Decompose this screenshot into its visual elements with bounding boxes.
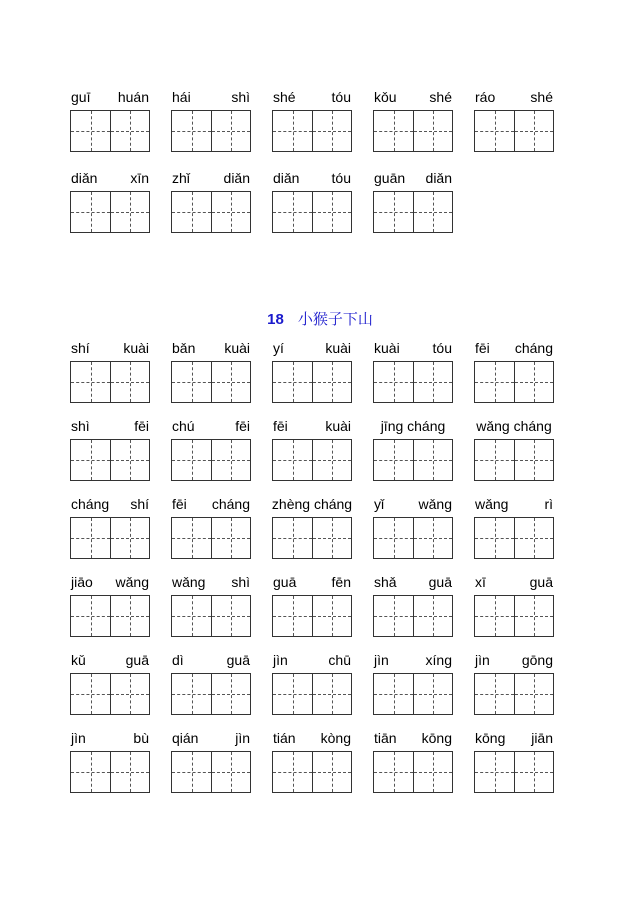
section1-word-group: [171, 169, 251, 187]
section2-word-group: [474, 729, 554, 747]
pinyin-syllable: xíng: [425, 652, 452, 668]
pinyin-syllable: kuài: [325, 340, 351, 356]
writing-grid: [272, 673, 352, 715]
writing-grid: [70, 751, 150, 793]
tian-zi-ge-box[interactable]: [273, 518, 312, 558]
pinyin-syllable: guān: [374, 170, 406, 186]
pinyin-label: [171, 88, 251, 106]
tian-zi-ge-box[interactable]: [71, 440, 110, 480]
tian-zi-ge-box[interactable]: [413, 596, 452, 636]
pinyin-label: [70, 417, 150, 435]
pinyin-syllable: bǎn: [172, 340, 196, 356]
tian-zi-ge-box[interactable]: [273, 362, 312, 402]
tian-zi-ge-box[interactable]: [172, 596, 211, 636]
pinyin-syllable: xīn: [130, 170, 149, 186]
pinyin-syllable: jīng cháng: [380, 418, 446, 434]
tian-zi-ge-box[interactable]: [413, 674, 452, 714]
pinyin-label: [373, 495, 453, 513]
pinyin-syllable: cháng: [71, 496, 110, 512]
pinyin-syllable: jìn: [71, 730, 86, 746]
tian-zi-ge-box[interactable]: [273, 596, 312, 636]
writing-grid: [272, 751, 352, 793]
pinyin-syllable: shí: [71, 340, 90, 356]
tian-zi-ge-box[interactable]: [211, 192, 250, 232]
pinyin-syllable: shì: [71, 418, 90, 434]
tian-zi-ge-box[interactable]: [413, 192, 452, 232]
pinyin-syllable: jìn: [235, 730, 250, 746]
writing-grid: [70, 439, 150, 481]
pinyin-syllable: rì: [544, 496, 553, 512]
pinyin-syllable: fēi: [273, 418, 288, 434]
section2-word-group: [70, 495, 150, 513]
pinyin-label: [474, 729, 554, 747]
pinyin-label: [474, 339, 554, 357]
pinyin-label: [272, 88, 352, 106]
pinyin-syllable: hái: [172, 89, 191, 105]
pinyin-syllable: zhèng cháng: [271, 496, 353, 512]
pinyin-syllable: zhǐ: [172, 170, 190, 186]
pinyin-syllable: fēi: [235, 418, 250, 434]
writing-grid: [272, 517, 352, 559]
pinyin-syllable: kōng: [475, 730, 506, 746]
pinyin-syllable: yí: [273, 340, 284, 356]
pinyin-syllable: kòng: [320, 730, 351, 746]
pinyin-syllable: kuài: [325, 418, 351, 434]
tian-zi-ge-box[interactable]: [110, 596, 149, 636]
tian-zi-ge-box[interactable]: [514, 518, 553, 558]
section2-word-group: [474, 495, 554, 513]
pinyin-syllable: cháng: [211, 496, 250, 512]
section2-word-group: [272, 495, 352, 513]
pinyin-label: [272, 495, 352, 513]
pinyin-syllable: kuài: [123, 340, 149, 356]
section2-word-group: [171, 495, 251, 513]
writing-grid: [373, 439, 453, 481]
pinyin-syllable: diǎn: [223, 170, 250, 186]
writing-grid: [70, 517, 150, 559]
tian-zi-ge-box[interactable]: [475, 596, 514, 636]
pinyin-syllable: kǒu: [374, 89, 397, 105]
tian-zi-ge-box[interactable]: [374, 596, 413, 636]
section1-word-group: [272, 169, 352, 187]
pinyin-syllable: dì: [172, 652, 184, 668]
pinyin-syllable: gōng: [521, 652, 553, 668]
tian-zi-ge-box[interactable]: [211, 674, 250, 714]
tian-zi-ge-box[interactable]: [110, 674, 149, 714]
pinyin-syllable: jìn: [475, 652, 490, 668]
writing-grid: [70, 191, 150, 233]
pinyin-syllable: shé: [273, 89, 296, 105]
tian-zi-ge-box[interactable]: [273, 111, 312, 151]
pinyin-label: [272, 573, 352, 591]
pinyin-syllable: diǎn: [273, 170, 300, 186]
writing-grid: [373, 751, 453, 793]
pinyin-syllable: yǐ: [374, 496, 385, 512]
tian-zi-ge-box[interactable]: [172, 752, 211, 792]
tian-zi-ge-box[interactable]: [312, 752, 351, 792]
pinyin-syllable: guā: [428, 574, 452, 590]
pinyin-label: [474, 495, 554, 513]
section2-word-group: [171, 573, 251, 591]
pinyin-syllable: shì: [231, 574, 250, 590]
tian-zi-ge-box[interactable]: [110, 362, 149, 402]
tian-zi-ge-box[interactable]: [71, 674, 110, 714]
writing-grid: [171, 361, 251, 403]
writing-grid: [474, 673, 554, 715]
tian-zi-ge-box[interactable]: [413, 362, 452, 402]
pinyin-syllable: guā: [226, 652, 250, 668]
writing-grid: [272, 110, 352, 152]
tian-zi-ge-box[interactable]: [413, 752, 452, 792]
pinyin-syllable: fēi: [134, 418, 149, 434]
pinyin-syllable: bù: [133, 730, 149, 746]
tian-zi-ge-box[interactable]: [172, 440, 211, 480]
pinyin-label: [70, 339, 150, 357]
tian-zi-ge-box[interactable]: [514, 362, 553, 402]
pinyin-syllable: jiāo: [71, 574, 93, 590]
section2-word-group: [373, 573, 453, 591]
tian-zi-ge-box[interactable]: [71, 362, 110, 402]
tian-zi-ge-box[interactable]: [71, 192, 110, 232]
section2-word-group: [70, 573, 150, 591]
section2-word-group: [474, 417, 554, 435]
section2-word-group: [272, 729, 352, 747]
tian-zi-ge-box[interactable]: [374, 192, 413, 232]
writing-grid: [373, 673, 453, 715]
tian-zi-ge-box[interactable]: [312, 518, 351, 558]
pinyin-label: [272, 339, 352, 357]
section1-word-group: [171, 88, 251, 106]
tian-zi-ge-box[interactable]: [273, 674, 312, 714]
section2-word-group: [171, 417, 251, 435]
tian-zi-ge-box[interactable]: [211, 518, 250, 558]
pinyin-syllable: kuài: [374, 340, 400, 356]
pinyin-syllable: diǎn: [425, 170, 452, 186]
section2-word-group: [70, 651, 150, 669]
writing-grid: [474, 110, 554, 152]
tian-zi-ge-box[interactable]: [110, 440, 149, 480]
writing-grid: [171, 595, 251, 637]
pinyin-syllable: shé: [429, 89, 452, 105]
writing-grid: [474, 361, 554, 403]
tian-zi-ge-box[interactable]: [475, 674, 514, 714]
tian-zi-ge-box[interactable]: [514, 674, 553, 714]
pinyin-syllable: tiān: [374, 730, 397, 746]
pinyin-syllable: guā: [125, 652, 149, 668]
section2-word-group: [373, 339, 453, 357]
section2-word-group: [171, 729, 251, 747]
pinyin-label: [474, 651, 554, 669]
section2-word-group: [272, 573, 352, 591]
tian-zi-ge-box[interactable]: [312, 362, 351, 402]
tian-zi-ge-box[interactable]: [172, 362, 211, 402]
pinyin-syllable: wǎng: [475, 496, 509, 512]
section2-word-group: [373, 651, 453, 669]
tian-zi-ge-box[interactable]: [110, 518, 149, 558]
writing-grid: [171, 439, 251, 481]
tian-zi-ge-box[interactable]: [475, 362, 514, 402]
writing-grid: [272, 595, 352, 637]
section2-word-group: [373, 729, 453, 747]
tian-zi-ge-box[interactable]: [71, 111, 110, 151]
tian-zi-ge-box[interactable]: [211, 752, 250, 792]
pinyin-syllable: tián: [273, 730, 296, 746]
writing-grid: [171, 517, 251, 559]
tian-zi-ge-box[interactable]: [475, 111, 514, 151]
pinyin-syllable: ráo: [475, 89, 496, 105]
section2-word-group: [171, 651, 251, 669]
writing-grid: [373, 517, 453, 559]
pinyin-label: [474, 88, 554, 106]
tian-zi-ge-box[interactable]: [211, 596, 250, 636]
pinyin-syllable: wǎng: [418, 496, 452, 512]
writing-grid: [373, 595, 453, 637]
writing-grid: [171, 191, 251, 233]
lesson-number: 18: [267, 311, 284, 328]
pinyin-syllable: wǎng: [172, 574, 206, 590]
tian-zi-ge-box[interactable]: [475, 440, 514, 480]
pinyin-syllable: diǎn: [71, 170, 98, 186]
pinyin-label: [171, 417, 251, 435]
pinyin-label: [373, 169, 453, 187]
pinyin-label: [373, 573, 453, 591]
section2-word-group: [474, 339, 554, 357]
section2-word-group: [474, 573, 554, 591]
tian-zi-ge-box[interactable]: [211, 111, 250, 151]
pinyin-label: [474, 573, 554, 591]
pinyin-syllable: kǔ: [71, 652, 86, 668]
writing-grid: [373, 110, 453, 152]
pinyin-syllable: chú: [172, 418, 195, 434]
pinyin-label: [272, 651, 352, 669]
tian-zi-ge-box[interactable]: [374, 674, 413, 714]
tian-zi-ge-box[interactable]: [374, 440, 413, 480]
pinyin-label: [70, 169, 150, 187]
tian-zi-ge-box[interactable]: [172, 674, 211, 714]
tian-zi-ge-box[interactable]: [110, 111, 149, 151]
writing-grid: [70, 110, 150, 152]
tian-zi-ge-box[interactable]: [514, 596, 553, 636]
section2-word-group: [70, 339, 150, 357]
pinyin-syllable: tóu: [331, 170, 351, 186]
pinyin-label: [474, 417, 554, 435]
tian-zi-ge-box[interactable]: [110, 192, 149, 232]
writing-grid: [474, 517, 554, 559]
pinyin-label: [171, 651, 251, 669]
section2-word-group: [373, 417, 453, 435]
tian-zi-ge-box[interactable]: [374, 111, 413, 151]
pinyin-syllable: tóu: [331, 89, 351, 105]
tian-zi-ge-box[interactable]: [71, 518, 110, 558]
pinyin-label: [171, 339, 251, 357]
pinyin-label: [171, 495, 251, 513]
writing-grid: [474, 439, 554, 481]
tian-zi-ge-box[interactable]: [374, 518, 413, 558]
tian-zi-ge-box[interactable]: [374, 362, 413, 402]
tian-zi-ge-box[interactable]: [514, 111, 553, 151]
pinyin-label: [70, 651, 150, 669]
pinyin-label: [171, 573, 251, 591]
pinyin-syllable: fēn: [331, 574, 351, 590]
tian-zi-ge-box[interactable]: [273, 192, 312, 232]
pinyin-syllable: xī: [475, 574, 486, 590]
tian-zi-ge-box[interactable]: [172, 192, 211, 232]
pinyin-syllable: wǎng: [115, 574, 149, 590]
writing-grid: [373, 361, 453, 403]
pinyin-syllable: guā: [273, 574, 297, 590]
pinyin-label: [70, 573, 150, 591]
tian-zi-ge-box[interactable]: [413, 440, 452, 480]
pinyin-syllable: huán: [117, 89, 149, 105]
writing-grid: [272, 361, 352, 403]
tian-zi-ge-box[interactable]: [312, 440, 351, 480]
tian-zi-ge-box[interactable]: [514, 440, 553, 480]
pinyin-label: [373, 417, 453, 435]
pinyin-syllable: cháng: [514, 340, 553, 356]
section1-word-group: [70, 88, 150, 106]
writing-grid: [70, 595, 150, 637]
pinyin-label: [272, 169, 352, 187]
writing-grid: [474, 751, 554, 793]
section1-word-group: [70, 169, 150, 187]
pinyin-label: [272, 417, 352, 435]
section2-word-group: [171, 339, 251, 357]
pinyin-label: [272, 729, 352, 747]
pinyin-label: [70, 88, 150, 106]
section1-word-group: [373, 88, 453, 106]
pinyin-label: [373, 88, 453, 106]
pinyin-syllable: shé: [530, 89, 553, 105]
pinyin-syllable: jìn: [273, 652, 288, 668]
section2-word-group: [272, 651, 352, 669]
pinyin-label: [171, 729, 251, 747]
pinyin-syllable: fēi: [475, 340, 490, 356]
pinyin-syllable: chū: [328, 652, 351, 668]
writing-grid: [70, 361, 150, 403]
tian-zi-ge-box[interactable]: [273, 440, 312, 480]
pinyin-label: [373, 651, 453, 669]
writing-grid: [272, 439, 352, 481]
pinyin-label: [70, 729, 150, 747]
section1-word-group: [373, 169, 453, 187]
tian-zi-ge-box[interactable]: [211, 440, 250, 480]
pinyin-syllable: guī: [71, 89, 91, 105]
section2-word-group: [70, 729, 150, 747]
tian-zi-ge-box[interactable]: [110, 752, 149, 792]
tian-zi-ge-box[interactable]: [312, 674, 351, 714]
tian-zi-ge-box[interactable]: [475, 518, 514, 558]
writing-grid: [171, 673, 251, 715]
tian-zi-ge-box[interactable]: [71, 752, 110, 792]
section1-word-group: [272, 88, 352, 106]
pinyin-syllable: jiān: [531, 730, 553, 746]
pinyin-syllable: shǎ: [374, 574, 397, 590]
section2-word-group: [70, 417, 150, 435]
tian-zi-ge-box[interactable]: [475, 752, 514, 792]
tian-zi-ge-box[interactable]: [71, 596, 110, 636]
pinyin-syllable: shí: [130, 496, 149, 512]
lesson-title: [0, 310, 640, 330]
tian-zi-ge-box[interactable]: [172, 518, 211, 558]
writing-grid: [171, 751, 251, 793]
tian-zi-ge-box[interactable]: [413, 111, 452, 151]
tian-zi-ge-box[interactable]: [312, 192, 351, 232]
pinyin-syllable: jìn: [374, 652, 389, 668]
writing-grid: [171, 110, 251, 152]
writing-grid: [474, 595, 554, 637]
pinyin-label: [70, 495, 150, 513]
pinyin-syllable: guā: [529, 574, 553, 590]
tian-zi-ge-box[interactable]: [211, 362, 250, 402]
lesson-name: 小猴子下山: [297, 311, 373, 328]
tian-zi-ge-box[interactable]: [514, 752, 553, 792]
pinyin-label: [373, 339, 453, 357]
tian-zi-ge-box[interactable]: [312, 111, 351, 151]
pinyin-syllable: kōng: [421, 730, 452, 746]
section2-word-group: [373, 495, 453, 513]
writing-grid: [373, 191, 453, 233]
writing-grid: [272, 191, 352, 233]
tian-zi-ge-box[interactable]: [273, 752, 312, 792]
pinyin-syllable: fēi: [172, 496, 187, 512]
pinyin-syllable: kuài: [224, 340, 250, 356]
section2-word-group: [272, 339, 352, 357]
section2-word-group: [272, 417, 352, 435]
pinyin-label: [171, 169, 251, 187]
section1-word-group: [474, 88, 554, 106]
tian-zi-ge-box[interactable]: [172, 111, 211, 151]
pinyin-syllable: shì: [231, 89, 250, 105]
pinyin-syllable: qián: [172, 730, 199, 746]
pinyin-syllable: wǎng cháng: [476, 418, 552, 434]
writing-grid: [70, 673, 150, 715]
tian-zi-ge-box[interactable]: [413, 518, 452, 558]
tian-zi-ge-box[interactable]: [312, 596, 351, 636]
pinyin-label: [373, 729, 453, 747]
tian-zi-ge-box[interactable]: [374, 752, 413, 792]
pinyin-syllable: tóu: [432, 340, 452, 356]
section2-word-group: [474, 651, 554, 669]
